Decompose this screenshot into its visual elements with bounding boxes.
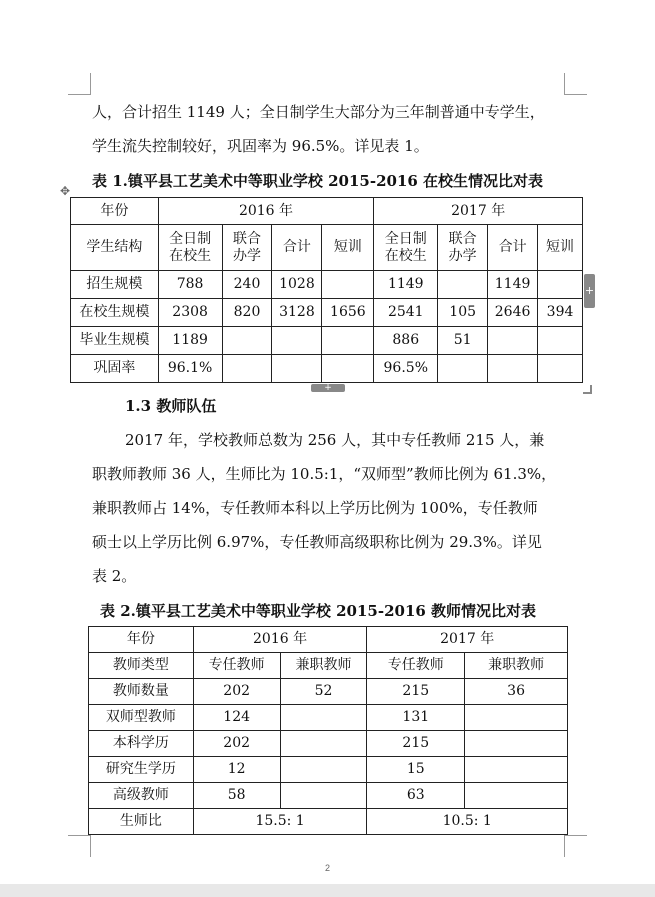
table-cell xyxy=(280,705,367,731)
table2-col-header: 兼职教师 xyxy=(280,653,367,679)
table1-year-label: 年份 xyxy=(71,198,159,225)
table-cell: 394 xyxy=(538,299,583,327)
body-text-line: 兼职教师占 14%，专任教师本科以上学历比例为 100%，专任教师 xyxy=(92,499,538,517)
table-row xyxy=(71,271,583,299)
table-cell: 96.5% xyxy=(374,355,438,383)
table-cell: 15 xyxy=(367,757,465,783)
table1-col-header: 合计 xyxy=(488,225,538,271)
table-cell: 2646 xyxy=(488,299,538,327)
table-cell: 105 xyxy=(438,299,488,327)
table-cell xyxy=(438,355,488,383)
table-row xyxy=(89,705,568,731)
table-cell: 3128 xyxy=(272,299,322,327)
row-label: 研究生学历 xyxy=(89,757,194,783)
table-cell xyxy=(322,355,374,383)
table1 xyxy=(70,197,583,383)
table-cell xyxy=(280,731,367,757)
row-label: 在校生规模 xyxy=(71,299,159,327)
table-cell xyxy=(538,355,583,383)
section-heading: 1.3 教师队伍 xyxy=(125,397,217,415)
table2-caption: 表 2.镇平县工艺美术中等职业学校 2015-2016 教师情况比对表 xyxy=(100,602,537,620)
table1-col-header: 合计 xyxy=(272,225,322,271)
table-cell: 1149 xyxy=(488,271,538,299)
table-row xyxy=(89,783,568,809)
crop-mark-top-left xyxy=(90,73,91,95)
table-cell: 96.1% xyxy=(158,355,222,383)
table-cell xyxy=(538,327,583,355)
table-cell: 1189 xyxy=(158,327,222,355)
table2-year-2016: 2016 年 xyxy=(193,627,367,653)
table1-col-header: 短训 xyxy=(538,225,583,271)
crop-mark-top-right xyxy=(564,73,565,95)
page-number: 2 xyxy=(324,863,330,873)
table-cell: 2308 xyxy=(158,299,222,327)
crop-mark-top-left xyxy=(68,94,90,95)
table-cell: 36 xyxy=(465,679,568,705)
table-resize-handle[interactable] xyxy=(583,385,592,394)
table-cell: 1149 xyxy=(374,271,438,299)
row-label: 双师型教师 xyxy=(89,705,194,731)
crop-mark-bottom-left xyxy=(68,835,90,836)
table-cell: 202 xyxy=(193,731,280,757)
body-text-line: 硕士以上学历比例 6.97%，专任教师高级职称比例为 29.3%。详见 xyxy=(92,533,542,551)
table-cell: 131 xyxy=(367,705,465,731)
table-cell: 10.5: 1 xyxy=(367,809,568,835)
table-cell xyxy=(465,783,568,809)
table-cell xyxy=(538,271,583,299)
table-cell: 202 xyxy=(193,679,280,705)
editor-bottom-bar xyxy=(0,884,655,897)
table1-structure-label: 学生结构 xyxy=(71,225,159,271)
add-column-button[interactable]: + xyxy=(584,274,595,308)
row-label: 招生规模 xyxy=(71,271,159,299)
crop-mark-top-right xyxy=(565,94,587,95)
table-cell: 1028 xyxy=(272,271,322,299)
table-cell: 820 xyxy=(222,299,272,327)
table-row xyxy=(71,299,583,327)
table-row xyxy=(89,679,568,705)
table-cell xyxy=(465,731,568,757)
table1-col-header: 联合 办学 xyxy=(222,225,272,271)
table-row xyxy=(71,327,583,355)
table-cell: 12 xyxy=(193,757,280,783)
table2-year-label: 年份 xyxy=(89,627,194,653)
row-label: 高级教师 xyxy=(89,783,194,809)
table-cell xyxy=(438,271,488,299)
table-row xyxy=(89,809,568,835)
table-cell: 63 xyxy=(367,783,465,809)
row-label: 毕业生规模 xyxy=(71,327,159,355)
table-cell xyxy=(222,327,272,355)
table-cell xyxy=(272,327,322,355)
table-cell xyxy=(280,757,367,783)
table-cell xyxy=(272,355,322,383)
table-cell: 788 xyxy=(158,271,222,299)
table-row xyxy=(89,757,568,783)
crop-mark-bottom-right xyxy=(564,835,565,857)
row-label: 本科学历 xyxy=(89,731,194,757)
table-cell: 124 xyxy=(193,705,280,731)
table-cell: 1656 xyxy=(322,299,374,327)
table-move-handle-icon[interactable]: ✥ xyxy=(59,184,71,198)
crop-mark-bottom-left xyxy=(90,835,91,857)
table2 xyxy=(88,626,568,835)
table-cell: 215 xyxy=(367,679,465,705)
table1-col-header: 联合 办学 xyxy=(438,225,488,271)
body-text-line: 表 2。 xyxy=(92,567,137,585)
table-cell: 886 xyxy=(374,327,438,355)
table2-year-2017: 2017 年 xyxy=(367,627,568,653)
table-cell xyxy=(488,355,538,383)
table1-col-header: 短训 xyxy=(322,225,374,271)
table-cell: 240 xyxy=(222,271,272,299)
table1-col-header: 全日制 在校生 xyxy=(374,225,438,271)
table2-type-label: 教师类型 xyxy=(89,653,194,679)
table-row xyxy=(89,731,568,757)
table-cell xyxy=(488,327,538,355)
table-row xyxy=(71,355,583,383)
table-cell: 215 xyxy=(367,731,465,757)
table-cell xyxy=(322,327,374,355)
body-text-line: 人，合计招生 1149 人；全日制学生大部分为三年制普通中专学生， xyxy=(92,103,545,121)
table1-col-header: 全日制 在校生 xyxy=(158,225,222,271)
table-cell: 58 xyxy=(193,783,280,809)
table-cell xyxy=(465,705,568,731)
body-text-line: 职教师教师 36 人，生师比为 10.5:1，“双师型”教师比例为 61.3%， xyxy=(92,465,557,483)
table1-caption: 表 1.镇平县工艺美术中等职业学校 2015-2016 在校生情况比对表 xyxy=(92,172,544,190)
body-text-line: 学生流失控制较好，巩固率为 96.5%。详见表 1。 xyxy=(92,137,429,155)
table-cell: 52 xyxy=(280,679,367,705)
crop-mark-bottom-right xyxy=(565,835,587,836)
row-label: 巩固率 xyxy=(71,355,159,383)
table2-col-header: 专任教师 xyxy=(367,653,465,679)
add-row-button[interactable]: + xyxy=(311,384,345,392)
table-cell: 2541 xyxy=(374,299,438,327)
table2-col-header: 专任教师 xyxy=(193,653,280,679)
table-cell xyxy=(322,271,374,299)
table-cell: 51 xyxy=(438,327,488,355)
table-cell xyxy=(465,757,568,783)
table1-year-2016: 2016 年 xyxy=(158,198,374,225)
table-cell xyxy=(222,355,272,383)
table1-year-2017: 2017 年 xyxy=(374,198,583,225)
table2-col-header: 兼职教师 xyxy=(465,653,568,679)
row-label: 生师比 xyxy=(89,809,194,835)
table-cell xyxy=(280,783,367,809)
body-text-line: 2017 年，学校教师总数为 256 人，其中专任教师 215 人，兼 xyxy=(125,431,545,449)
row-label: 教师数量 xyxy=(89,679,194,705)
table-cell: 15.5: 1 xyxy=(193,809,367,835)
